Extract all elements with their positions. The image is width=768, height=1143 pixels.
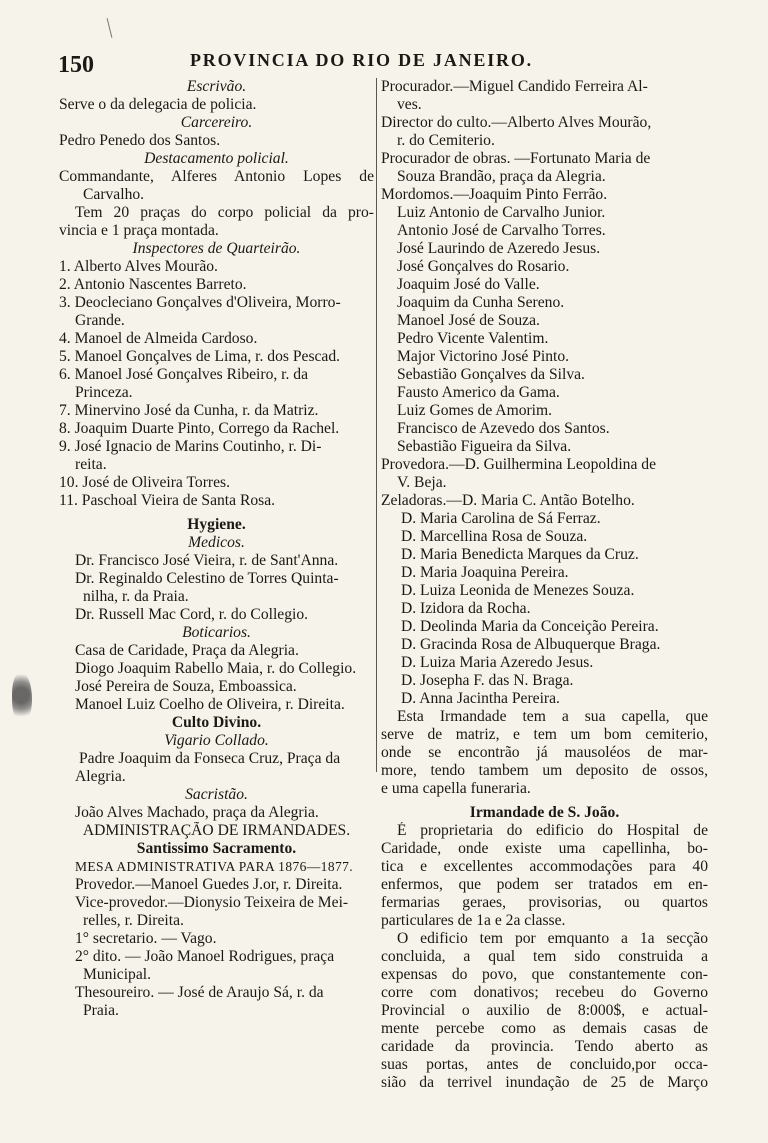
subheading-sacristao: Sacristão. xyxy=(185,786,248,803)
text-line: vincia e 1 praça montada. xyxy=(59,222,219,239)
paragraph-line: caridade da provincia. Tendo aberto as xyxy=(381,1038,708,1055)
list-item: D. Deolinda Maria da Conceição Pereira. xyxy=(401,618,659,635)
paragraph-line: O edificio tem por emquanto a 1a secção xyxy=(397,930,708,947)
left-column xyxy=(59,78,374,1020)
mesa-heading: MESA ADMINISTRATIVA PARA 1876—1877. xyxy=(75,859,354,874)
text-line: Provedor.—Manoel Guedes J.or, r. Direita. xyxy=(75,876,343,893)
text-line: Procurador de obras. —Fortunato Maria de xyxy=(381,150,651,167)
list-item: reita. xyxy=(75,456,107,473)
list-item: Luiz Antonio de Carvalho Junior. xyxy=(397,204,606,221)
list-item: D. Gracinda Rosa de Albuquerque Braga. xyxy=(401,636,661,653)
section-heading-escrivao: Escrivão. xyxy=(186,78,247,95)
section-heading-destacamento: Destacamento policial. xyxy=(144,150,289,167)
ink-blot xyxy=(12,672,32,724)
list-item: D. Maria Benedicta Marques da Cruz. xyxy=(401,546,639,563)
list-item: Dr. Reginaldo Celestino de Torres Quinta- xyxy=(75,570,339,587)
margin-mark xyxy=(107,18,113,38)
text-line: Director do culto.—Alberto Alves Mourão, xyxy=(381,114,652,131)
paragraph-line: corre com donativos; recebeu do Governo xyxy=(381,984,708,1001)
paragraph-line: Esta Irmandade tem a sua capella, que xyxy=(397,708,708,725)
paragraph-line: fermarias geraes, provisorias, ou quartos xyxy=(381,894,708,911)
list-item: Luiz Gomes de Amorim. xyxy=(397,402,553,419)
list-item: José Pereira de Souza, Emboassica. xyxy=(75,678,297,695)
paragraph-line: mente percebe como as demais casas de xyxy=(381,1020,708,1037)
text-line: Municipal. xyxy=(83,966,151,983)
text-line: Provedora.—D. Guilhermina Leopoldina de xyxy=(381,456,656,473)
list-item: D. Anna Jacintha Pereira. xyxy=(401,690,560,707)
paragraph-line: more, tendo tambem um deposito de ossos, xyxy=(381,762,708,779)
list-item: Fausto Americo da Gama. xyxy=(397,384,560,401)
escrivao-text: Serve o da delegacia de policia. xyxy=(59,96,257,113)
carcereiro-text: Pedro Penedo dos Santos. xyxy=(59,132,221,149)
text-line: 2° dito. — João Manoel Rodrigues, praça xyxy=(75,948,335,965)
list-item: 4. Manoel de Almeida Cardoso. xyxy=(59,330,258,347)
right-column xyxy=(381,78,708,1092)
text-line: João Alves Machado, praça da Alegria. xyxy=(75,804,319,821)
list-item: Princeza. xyxy=(75,384,133,401)
paragraph-line: e uma capella funeraria. xyxy=(381,780,531,797)
section-heading-administracao: ADMINISTRAÇÃO DE IRMANDADES. xyxy=(82,822,351,839)
list-item: 6. Manoel José Gonçalves Ribeiro, r. da xyxy=(59,366,309,383)
text-line: Alegria. xyxy=(75,768,126,785)
text-line: relles, r. Direita. xyxy=(83,912,184,929)
list-item: D. Luiza Maria Azeredo Jesus. xyxy=(401,654,594,671)
text-line: V. Beja. xyxy=(397,474,447,491)
text-line: Mordomos.—Joaquim Pinto Ferrão. xyxy=(381,186,608,203)
list-item: D. Josepha F. das N. Braga. xyxy=(401,672,574,689)
paragraph-line: Provincial o auxilio de 8:000$, e actual- xyxy=(381,1002,708,1019)
list-item: Casa de Caridade, Praça da Alegria. xyxy=(75,642,299,659)
list-item: Manoel José de Souza. xyxy=(397,312,540,329)
paragraph-line: suas portas, antes de concluido,por occa- xyxy=(381,1056,708,1073)
list-item: 8. Joaquim Duarte Pinto, Corrego da Rachel. xyxy=(59,420,340,437)
section-heading-carcereiro: Carcereiro. xyxy=(180,114,253,131)
list-item: Dr. Francisco José Vieira, r. de Sant'Anna. xyxy=(75,552,339,569)
list-item: Pedro Vicente Valentim. xyxy=(397,330,549,347)
list-item: 2. Antonio Nascentes Barreto. xyxy=(59,276,247,293)
text-line: Padre Joaquim da Fonseca Cruz, Praça da xyxy=(79,750,341,767)
list-item: Francisco de Azevedo dos Santos. xyxy=(397,420,610,437)
paragraph-line: onde se encontrão já mausoléos de mar- xyxy=(381,744,708,761)
subheading-boticarios: Boticarios. xyxy=(182,624,251,641)
text-line: Vice-provedor.—Dionysio Teixeira de Mei- xyxy=(75,894,349,911)
paragraph-line: Caridade, onde existe uma capellinha, bo- xyxy=(381,840,708,857)
list-item: Joaquim José do Valle. xyxy=(397,276,540,293)
list-item: D. Maria Joaquina Pereira. xyxy=(401,564,569,581)
subheading-vigario: Vigario Collado. xyxy=(164,732,269,749)
list-item: Joaquim da Cunha Sereno. xyxy=(397,294,565,311)
list-item: 9. José Ignacio de Marins Coutinho, r. Di- xyxy=(59,438,322,455)
list-item: Dr. Russell Mac Cord, r. do Collegio. xyxy=(75,606,309,623)
list-item: Manoel Luiz Coelho de Oliveira, r. Direita. xyxy=(75,696,345,713)
paragraph-line: expensas do povo, que constantemente con- xyxy=(381,966,708,983)
text-line: Procurador.—Miguel Candido Ferreira Al- xyxy=(381,78,648,95)
text-line: Carvalho. xyxy=(83,186,145,203)
list-item: Sebastião Gonçalves da Silva. xyxy=(397,366,585,383)
paragraph-line: concluida, a qual tem sido construida a xyxy=(381,948,708,965)
list-item: D. Izidora da Rocha. xyxy=(401,600,531,617)
text-line: r. do Cemiterio. xyxy=(397,132,495,149)
column-divider xyxy=(376,78,377,772)
list-item: 11. Paschoal Vieira de Santa Rosa. xyxy=(59,492,276,509)
list-item: D. Luiza Leonida de Menezes Souza. xyxy=(401,582,635,599)
paragraph-line: particulares de 1a e 2a classe. xyxy=(381,912,566,929)
text-line: ves. xyxy=(397,96,422,113)
text-line: Thesoureiro. — José de Araujo Sá, r. da xyxy=(75,984,324,1001)
paragraph-line: sião da terrivel inundação de 25 de Março xyxy=(381,1074,708,1091)
list-item: Grande. xyxy=(75,312,125,329)
list-item: 7. Minervino José da Cunha, r. da Matriz. xyxy=(59,402,319,419)
list-item: 10. José de Oliveira Torres. xyxy=(59,474,230,491)
section-heading-hygiene: Hygiene. xyxy=(187,516,246,533)
text-line: Souza Brandão, praça da Alegria. xyxy=(397,168,606,185)
list-item: 1. Alberto Alves Mourão. xyxy=(59,258,218,275)
paragraph-line: tica e excellentes accommodações para 40 xyxy=(381,858,708,875)
list-item: José Laurindo de Azeredo Jesus. xyxy=(397,240,601,257)
subheading-santissimo: Santissimo Sacramento. xyxy=(136,840,297,857)
page-number: 150 xyxy=(58,52,94,78)
list-item: Sebastião Figueira da Silva. xyxy=(397,438,572,455)
subheading-medicos: Medicos. xyxy=(188,534,245,551)
list-item: Major Victorino José Pinto. xyxy=(397,348,570,365)
section-heading-culto: Culto Divino. xyxy=(171,714,262,731)
list-item: 3. Deocleciano Gonçalves d'Oliveira, Morro- xyxy=(59,294,341,311)
list-item: Diogo Joaquim Rabello Maia, r. do Collegio. xyxy=(75,660,357,677)
list-item: José Gonçalves do Rosario. xyxy=(397,258,570,275)
paragraph-line: É proprietaria do edificio do Hospital de xyxy=(397,822,708,839)
list-item: 5. Manoel Gonçalves de Lima, r. dos Pescad. xyxy=(59,348,341,365)
text-line: Commandante, Alferes Antonio Lopes de xyxy=(59,168,374,185)
text-line: Zeladoras.—D. Maria C. Antão Botelho. xyxy=(381,492,635,509)
paragraph-line: serve de matriz, e tem um bom cemiterio, xyxy=(381,726,708,743)
running-head: PROVINCIA DO RIO DE JANEIRO. xyxy=(190,50,533,70)
list-item: nilha, r. da Praia. xyxy=(83,588,189,605)
list-item: Antonio José de Carvalho Torres. xyxy=(397,222,606,239)
text-line: Praia. xyxy=(83,1002,119,1019)
section-heading-sao-joao: Irmandade de S. João. xyxy=(469,804,620,821)
paragraph-line: enfermos, que podem ser tratados em en- xyxy=(381,876,708,893)
list-item: D. Maria Carolina de Sá Ferraz. xyxy=(401,510,601,527)
text-line: 1° secretario. — Vago. xyxy=(75,930,217,947)
list-item: D. Marcellina Rosa de Souza. xyxy=(401,528,588,545)
text-line: Tem 20 praças do corpo policial da pro- xyxy=(75,204,374,221)
section-heading-inspectores: Inspectores de Quarteirão. xyxy=(132,240,301,257)
